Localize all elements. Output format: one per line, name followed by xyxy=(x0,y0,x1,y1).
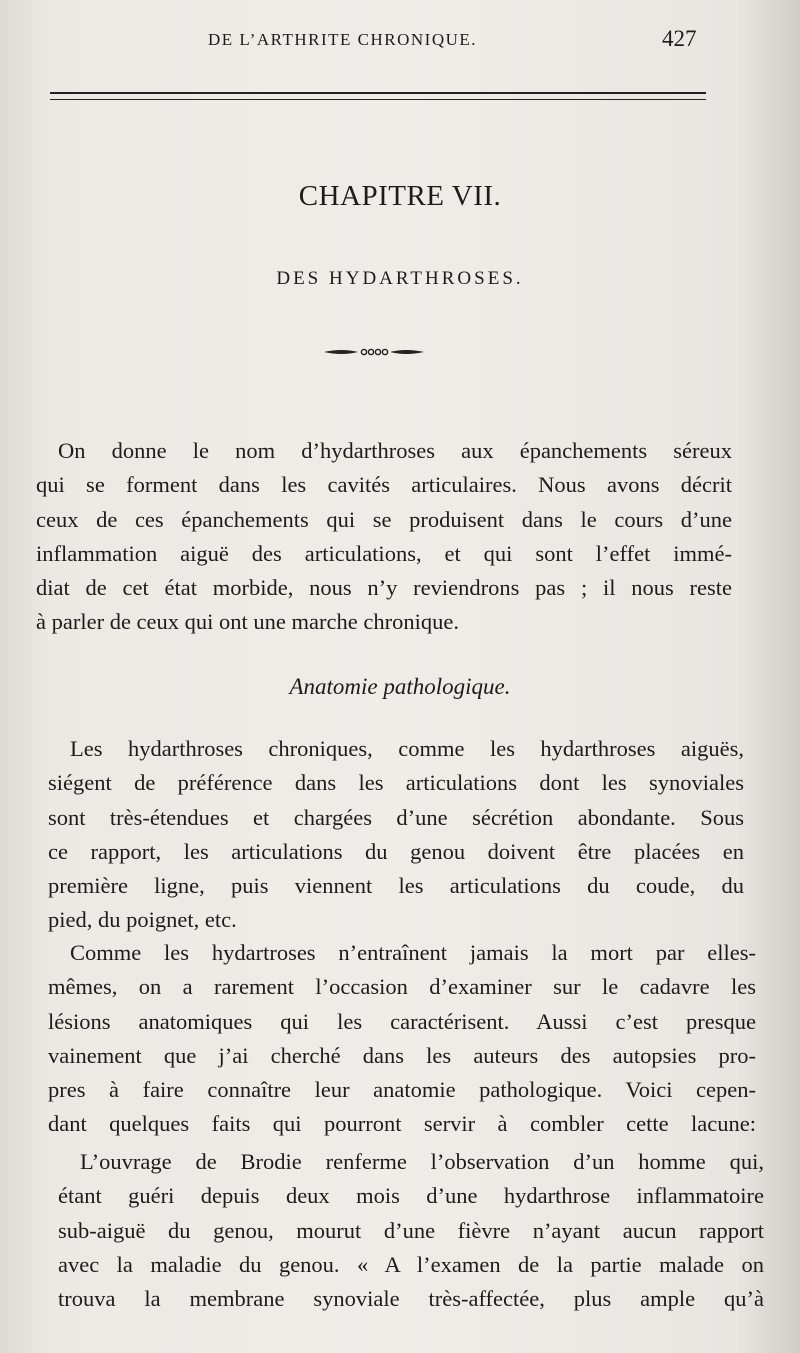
text-line: On donne le nom d’hydarthroses aux épanchements séreux xyxy=(58,438,732,463)
text-line: à parler de ceux qui ont une marche chronique. xyxy=(36,609,459,635)
text-line: trouva la membrane synoviale très-affectée, plus ample qu’à xyxy=(58,1286,764,1312)
chapter-title: CHAPITRE VII. xyxy=(298,180,502,212)
running-head-title: DE L’ARTHRITE CHRONIQUE. xyxy=(208,30,478,49)
text-line: vainement que j’ai cherché dans les auteurs des autopsies pro- xyxy=(48,1042,756,1068)
running-head xyxy=(0,24,800,64)
text-line: siégent de préférence dans les articulations dont les synoviales xyxy=(48,770,744,796)
page-number: 427 xyxy=(662,26,697,51)
text-line: diat de cet état morbide, nous n’y reviendrons pas ; il nous reste xyxy=(36,575,732,601)
ornament-divider-icon xyxy=(322,344,426,360)
text-line: première ligne, puis viennent les articulations du coude, du xyxy=(48,873,744,899)
section-title: Anatomie pathologique. xyxy=(289,674,511,699)
text-line: inflammation aiguë des articulations, et qui sont l’effet immé- xyxy=(36,540,732,566)
paragraph-location xyxy=(48,732,744,938)
text-line: dant quelques faits qui pourront servir à combler cette lacune: xyxy=(48,1111,756,1137)
text-line: L’ouvrage de Brodie renferme l’observation d’un homme qui, xyxy=(80,1149,764,1174)
text-line: sont très-étendues et chargées d’une sécrétion abondante. Sous xyxy=(48,804,744,830)
header-rule-bottom xyxy=(50,99,706,100)
text-line: étant guéri depuis deux mois d’une hydarthrose inflammatoire xyxy=(58,1183,764,1209)
chapter-subtitle: DES HYDARTHROSES. xyxy=(276,268,524,289)
text-line: Comme les hydartroses n’entraînent jamais la mort par elles- xyxy=(70,940,756,965)
text-line: mêmes, on a rarement l’occasion d’examiner sur le cadavre les xyxy=(48,974,756,1000)
paragraph-brodie xyxy=(58,1145,764,1316)
text-line: qui se forment dans les cavités articulaires. Nous avons décrit xyxy=(36,472,732,498)
text-line: ce rapport, les articulations du genou doivent être placées en xyxy=(48,838,744,864)
paragraph-autopsy xyxy=(48,936,756,1142)
text-line: ceux de ces épanchements qui se produisent dans le cours d’une xyxy=(36,506,732,532)
text-line: pied, du poignet, etc. xyxy=(48,907,237,933)
paragraph-intro xyxy=(36,434,732,640)
text-line: pres à faire connaître leur anatomie pathologique. Voici cepen- xyxy=(48,1077,756,1103)
text-line: Les hydarthroses chroniques, comme les hydarthroses aiguës, xyxy=(70,736,744,761)
text-line: sub-aiguë du genou, mourut d’une fièvre n’ayant aucun rapport xyxy=(58,1217,764,1243)
text-line: lésions anatomiques qui les caractérisent. Aussi c’est presque xyxy=(48,1008,756,1034)
text-line: avec la maladie du genou. « A l’examen de la partie malade on xyxy=(58,1251,764,1277)
header-rule-top xyxy=(50,92,706,94)
